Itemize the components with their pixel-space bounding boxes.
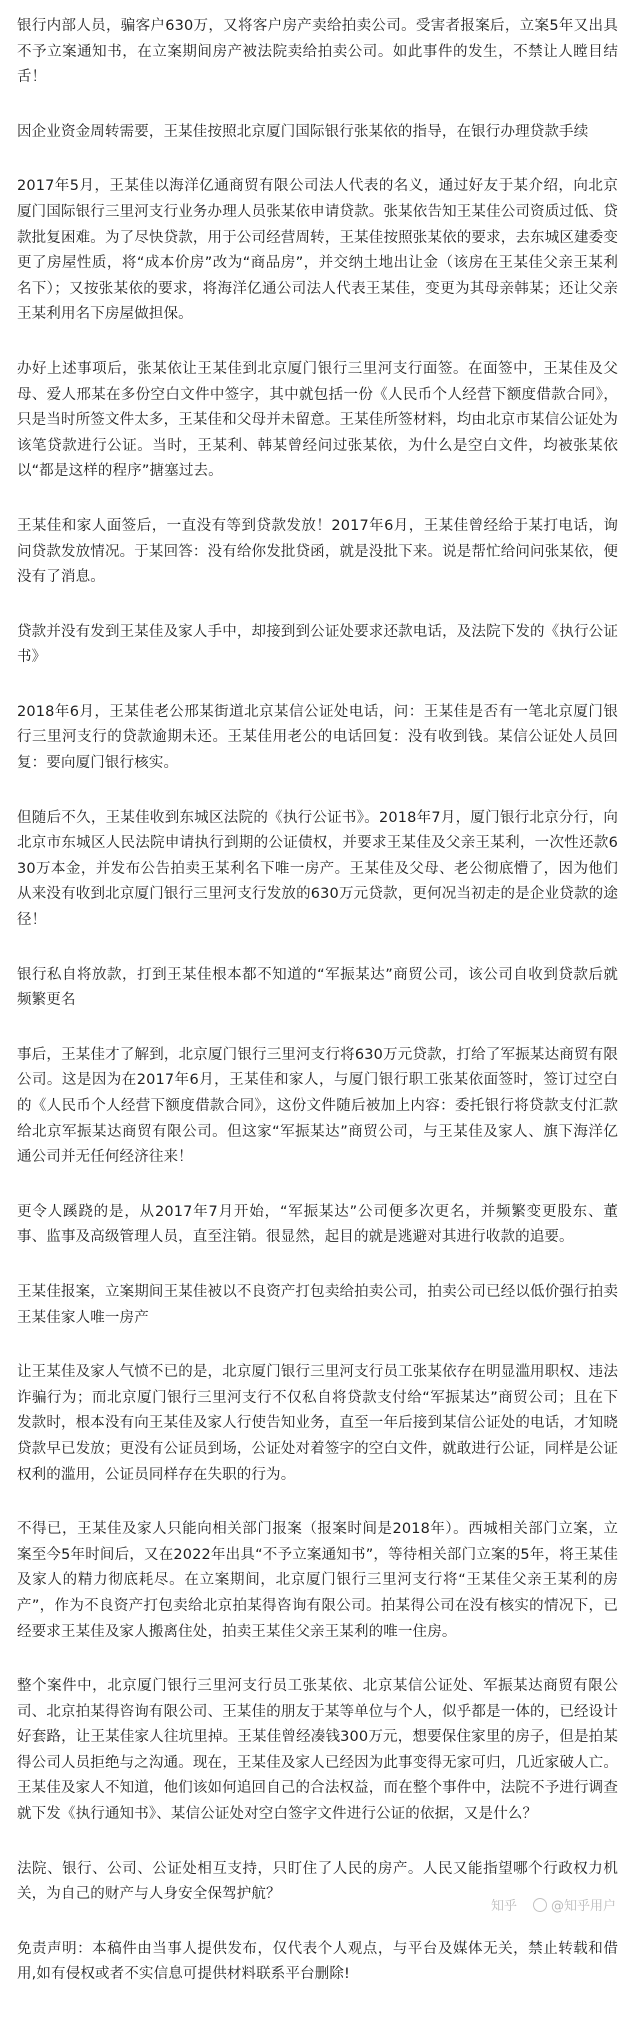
paragraph-court: 但随后不久，王某佳收到东城区法院的《执行公证书》。2018年7月，厦门银行北京分行，向北京市东城区人民法院申请执行到期的公证债权，并要求王某佳及父亲王某利，一次性还款630万本金，并发布公告拍卖王某利名下唯一房产。王某佳及父母、老公彻底懵了，因为他们从来没有收到北京厦门银行三里河支行发放的630万元贷款，更何况当初走的是企业贷款的途径！: [17, 809, 618, 929]
zhihu-logo-icon: [533, 1898, 547, 1912]
paragraph-heading-transfer: 银行私自将放款，打到王某佳根本都不知道的“军振某达”商贸公司，该公司自收到贷款后就频繁更名: [17, 966, 618, 1009]
paragraph-intro: 银行内部人员，骗客户630万，又将客户房产卖给拍卖公司。受害者报案后，立案5年又出具不予立案通知书，在立案期间房产被法院卖给拍卖公司。如此事件的发生，不禁让人瞠目结舌！: [17, 18, 618, 86]
paragraph-heading-notice: 贷款并没有发到王某佳及家人手中，却接到到公证处要求还款电话，及法院下发的《执行公证书》: [17, 623, 618, 666]
paragraph-sign: 办好上述事项后，张某依让王某佳到北京厦门银行三里河支行面签。在面签中，王某佳及父母、爱人邢某在多份空白文件中签字，其中就包括一份《人民币个人经营下额度借款合同》，只是当时所签文件太多，王某佳和父母并未留意。王某佳所签材料，均由北京市某信公证处为该笔贷款进行公证。当时，王某利、韩某曾经问过张某依，为什么是空白文件，均被张某依以“都是这样的程序”搪塞过去。: [17, 360, 618, 480]
paragraph-summary: 整个案件中，北京厦门银行三里河支行员工张某依、北京某信公证处、军振某达商贸有限公司、北京拍某得咨询有限公司、王某佳的朋友于某等单位与个人，似乎都是一体的，已经设计好套路，让王某佳家人往坑里掉。王某佳曾经凑钱300万元，想要保住家里的房子，但是拍某得公司人员拒绝与之沟通。现在，王某佳及家人已经因为此事变得无家可归，几近家破人亡。王某佳及家人不知道，他们该如何追回自己的合法权益，而在整个事件中，法院不予进行调查就下发《执行通知书》、某信公证处对空白签字文件进行公证的依据，又是什么？: [17, 1678, 618, 1823]
paragraph-call: 2018年6月，王某佳老公邢某街道北京某信公证处电话，问：王某佳是否有一笔北京厦门银行三里河支行的贷款逾期未还。王某佳用老公的电话回复：没有收到钱。某信公证处人员回复：要向厦门银行核实。: [17, 703, 618, 772]
paragraph-heading-loan: 因企业资金周转需要，王某佳按照北京厦门国际银行张某依的指导，在银行办理贷款手续: [17, 123, 589, 140]
paragraph-apply: 2017年5月，王某佳以海洋亿通商贸有限公司法人代表的名义，通过好友于某介绍，向北京厦门国际银行三里河支行业务办理人员张某依申请贷款。张某依告知王某佳公司资质过低、贷款批复困难。为了尽快贷款，用于公司经营周转，王某佳按照张某依的要求，去东城区建委变更了房屋性质，将“成本价房”改为“商品房”，并交纳土地出让金（该房在王某佳父亲王某利名下）；又按张某依的要求，将海洋亿通公司法人代表王某佳，变更为其母亲韩某；还让父亲王某利用名下房屋做担保。: [17, 178, 618, 323]
watermark-author: @知乎用户: [550, 1899, 616, 1914]
paragraph-question: 法院、银行、公司、公证处相互支持，只盯住了人民的房产。人民又能指望哪个行政权力机关，为自己的财产与人身安全保驾护航？: [17, 1860, 618, 1903]
paragraph-report: 不得已，王某佳及家人只能向相关部门报案（报案时间是2018年）。西城相关部门立案，立案至今5年时间后，又在2022年出具“不予立案通知书”，等待相关部门立案的5年，将王某佳及家人的精力彻底耗尽。在立案期间，北京厦门银行三里河支行将“王某佳父亲王某利的房产”，作为不良资产打包卖给北京拍某得咨询有限公司。拍某得公司在没有核实的情况下，已经要求王某佳及家人搬离住处，拍卖王某佳父亲王某利的唯一住房。: [17, 1521, 618, 1640]
paragraph-heading-auction: 王某佳报案，立案期间王某佳被以不良资产打包卖给拍卖公司，拍卖公司已经以低价强行拍卖王某佳家人唯一房产: [17, 1283, 618, 1326]
paragraph-disclaimer: 免责声明：本稿件由当事人提供发布，仅代表个人观点，与平台及媒体无关，禁止转载和借用,如有侵权或者不实信息可提供材料联系平台删除!: [17, 1940, 618, 1983]
paragraph-wait: 王某佳和家人面签后，一直没有等到贷款发放！2017年6月，王某佳曾经给于某打电话，询问贷款发放情况。于某回答：没有给你发批贷函，就是没批下来。说是帮忙给问问张某依，便没有了消息。: [17, 517, 618, 586]
article-body: [17, 14, 618, 2017]
paragraph-rename: 更令人蹊跷的是，从2017年7月开始，“军振某达”公司便多次更名，并频繁变更股东、董事、监事及高级管理人员，直至注销。很显然，起目的就是逃避对其进行收款的追要。: [17, 1203, 618, 1246]
watermark-site: 知乎: [490, 1899, 517, 1914]
paragraph-anger: 让王某佳及家人气愤不已的是，北京厦门银行三里河支行员工张某依存在明显滥用职权、违法诈骗行为；而北京厦门银行三里河支行不仅私自将贷款支付给“军振某达”商贸公司；且在下发款时，根本没有向王某佳及家人行使告知业务，直至一年后接到某信公证处的电话，才知晓贷款早已发放；更没有公证员到场，公证处对着签字的空白文件，就敢进行公证，同样是公证权利的滥用，公证员同样存在失职的行为。: [17, 1364, 618, 1483]
paragraph-transfer: 事后，王某佳才了解到，北京厦门银行三里河支行将630万元贷款，打给了军振某达商贸有限公司。这是因为在2017年6月，王某佳和家人，与厦门银行职工张某依面签时，签订过空白的《人民币个人经营下额度借款合同》，这份文件随后被加上内容：委托银行将贷款支付汇款给北京军振某达商贸有限公司。但这家“军振某达”商贸公司，与王某佳及家人、旗下海洋亿通公司并无任何经济往来！: [17, 1046, 618, 1166]
zhihu-watermark: [491, 1895, 616, 1914]
